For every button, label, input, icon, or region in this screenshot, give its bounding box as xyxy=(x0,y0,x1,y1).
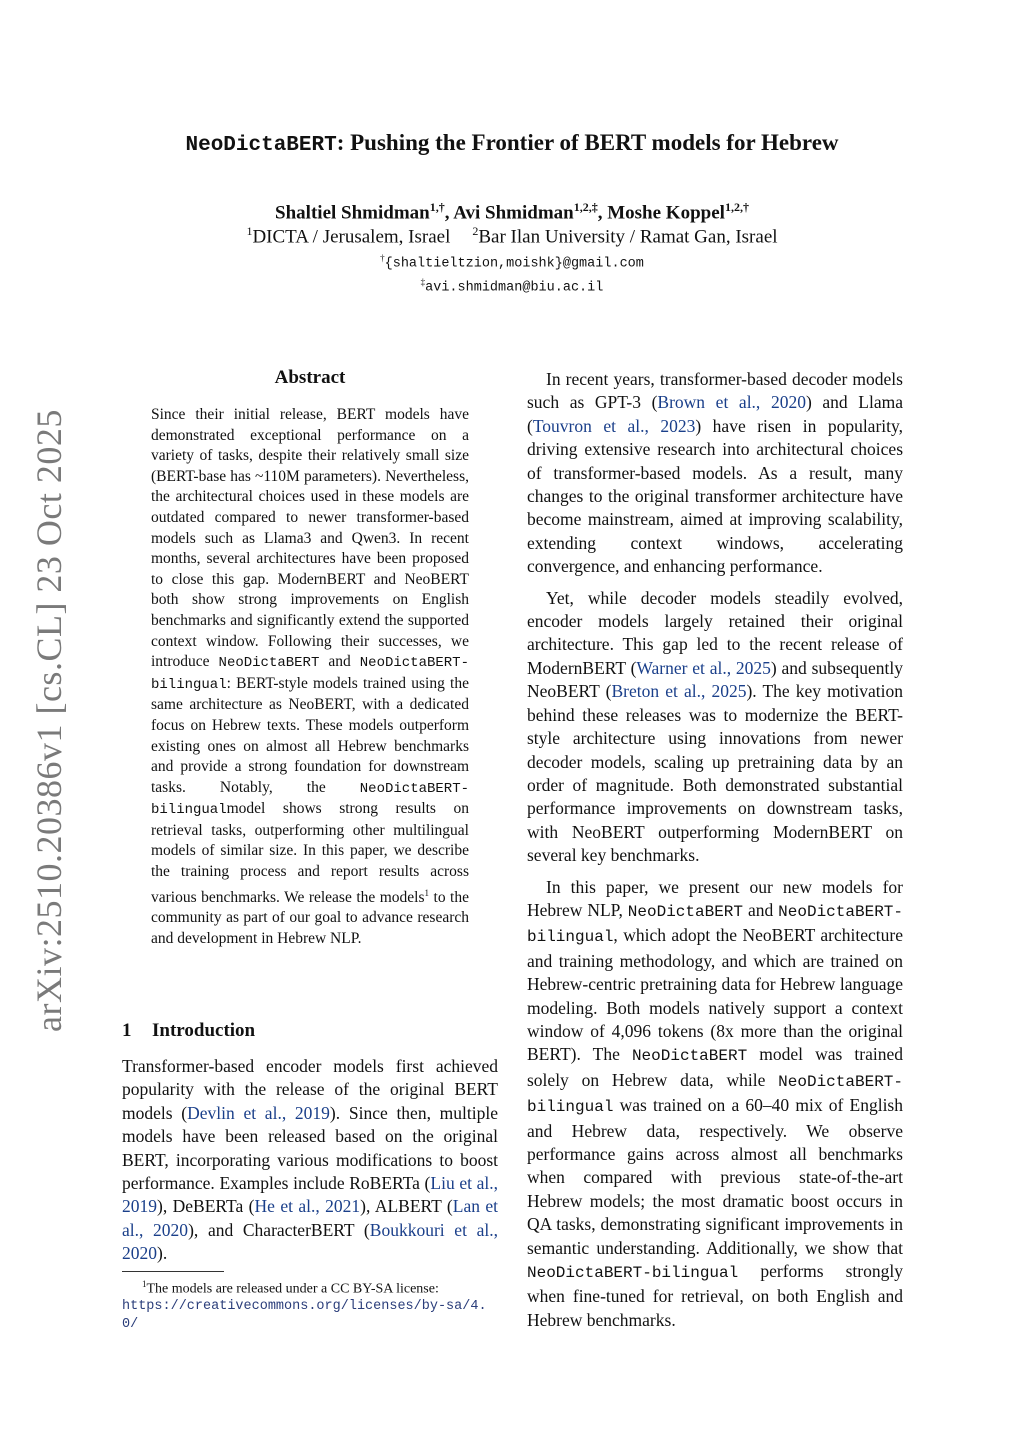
section-heading-introduction xyxy=(122,1020,255,1042)
right-column-text xyxy=(527,368,903,1340)
model-name: NeoDictaBERT-bilingual xyxy=(151,780,469,819)
author-marks: 1,2,† xyxy=(724,200,749,214)
affiliation-number: 1 xyxy=(246,224,253,238)
model-name: NeoDictaBERT-bilingual xyxy=(527,902,903,947)
footnote-mark: 1 xyxy=(142,1279,147,1289)
introduction-paragraph: Transformer-based encoder models first achieved popularity with the release of the original BERT models (Devlin et al., 2019). Since then, multiple models have been released based on the original BERT, incorporating various modifications to boost performance. Examples include RoBERTa (Liu et al., 2019), DeBERTa (He et al., 2021), ALBERT (Lan et al., 2020), and CharacterBERT (Boukkouri et al., 2020). xyxy=(122,1056,499,1264)
author-list: Shaltiel Shmidman$^{1,\dagger}$, Avi Shmidman$^{1,2,\ddagger}$, Moshe Koppel$^{1,2,\dagger}$ xyxy=(275,200,749,224)
author-marks: 1,2,‡ xyxy=(573,200,598,214)
section-title: Introduction xyxy=(152,1020,256,1041)
citation-link[interactable]: Devlin et al., 2019 xyxy=(187,1102,330,1123)
author-marks: 1,† xyxy=(429,200,445,214)
author-name: Moshe Koppel xyxy=(607,202,725,224)
model-name: NeoDictaBERT-bilingual xyxy=(527,1072,903,1117)
citation-link[interactable]: Boukkouri et al., 2020 xyxy=(122,1219,498,1264)
footnote-ref[interactable]: 1 xyxy=(424,887,430,898)
abstract-body: Since their initial release, BERT models have demonstrated exceptional performance on a variety of tasks, despite their relatively small size (BERT-base has ~110M parameters). Nevertheless, the architectural choices used in these models are outdated compared to newer transformer-based models such as Llama3 and Qwen3. In recent months, several architectures have been proposed to close this gap. ModernBERT and NeoBERT both show strong improvements on English benchmarks and significantly extend the supported context window. Following their successes, we introduce NeoDictaBERT and NeoDictaBERT-bilingual: BERT-style models trained using the same architecture as NeoBERT, with a dedicated focus on Hebrew texts. These models outperform existing ones on almost all Hebrew benchmarks and provide a strong foundation for downstream tasks. Notably, the NeoDictaBERT-bilingualmodel shows strong results on retrieval tasks, outperforming other multilingual models of similar size. In this paper, we describe the training process and report results across various benchmarks. We release the models$^1$ to the community as part of our goal to advance research and development in Hebrew NLP. xyxy=(151,406,469,947)
footnote xyxy=(122,1276,498,1333)
title-text: : Pushing the Frontier of BERT models for Hebrew xyxy=(336,130,839,155)
footnote-divider xyxy=(122,1271,224,1272)
body-paragraph: In recent years, transformer-based decoder models such as GPT-3 (Brown et al., 2020) and Llama (Touvron et al., 2023) have risen in popularity, driving extensive research into architectural choices of transformer-based models. As a result, many changes to the original transformer architecture have become mainstream, aimed at improving scalability, extending context windows, accelerating convergence, and enhancing performance. xyxy=(527,369,904,577)
citation-link[interactable]: He et al., 2021 xyxy=(254,1196,361,1217)
section-number: 1 xyxy=(122,1020,132,1041)
citation-link[interactable]: Touvron et al., 2023 xyxy=(532,415,696,436)
email-mark: † xyxy=(380,253,385,263)
citation-link[interactable]: Lan et al., 2020 xyxy=(122,1196,499,1240)
affiliation-list xyxy=(0,224,1024,248)
model-name: NeoDictaBERT-bilingual xyxy=(151,655,469,693)
model-name: NeoDictaBERT xyxy=(627,902,743,921)
model-name: NeoDictaBERT xyxy=(631,1047,748,1066)
paper-title xyxy=(0,130,1024,157)
affiliation: DICTA / Jerusalem, Israel xyxy=(252,226,451,248)
body-paragraph: Yet, while decoder models steadily evolved, encoder models largely retained their original architecture. This gap led to the recent release of ModernBERT (Warner et al., 2025) and subsequently NeoBERT (Breton et al., 2025). The key motivation behind these releases was to modernize the BERT-style architecture using innovations from newer decoder models, scaling up pretraining data by an order of magnitude. Both demonstrated substantial performance improvements on downstream tasks, with NeoBERT outperforming ModernBERT on several key benchmarks. xyxy=(527,587,904,866)
email-address[interactable]: avi.shmidman@biu.ac.il xyxy=(425,280,604,296)
author-name: Shaltiel Shmidman xyxy=(275,202,430,224)
model-name: NeoDictaBERT-bilingual xyxy=(527,1264,739,1283)
affiliation: Bar Ilan University / Ramat Gan, Israel xyxy=(478,226,778,248)
email-line xyxy=(0,277,1024,296)
author-name: Avi Shmidman xyxy=(453,202,574,224)
license-url-link[interactable]: https://creativecommons.org/licenses/by-sa/4.0/ xyxy=(122,1299,487,1332)
arxiv-identifier-stamp: arXiv:2510.20386v1 [cs.CL] 23 Oct 2025 xyxy=(29,409,69,1032)
email-address[interactable]: {shaltieltzion,moishk}@gmail.com xyxy=(384,256,644,272)
citation-link[interactable]: Brown et al., 2020 xyxy=(657,392,806,413)
email-mark: ‡ xyxy=(420,277,426,287)
abstract-heading: Abstract xyxy=(274,367,346,388)
model-name: NeoDictaBERT xyxy=(218,655,320,672)
footnote-text: The models are released under a CC BY-SA license: xyxy=(146,1281,439,1297)
title-model-name: NeoDictaBERT xyxy=(185,134,337,157)
citation-link[interactable]: Breton et al., 2025 xyxy=(611,681,747,702)
citation-link[interactable]: Warner et al., 2025 xyxy=(636,657,771,678)
email-line xyxy=(0,253,1024,272)
body-paragraph: In this paper, we present our new models for Hebrew NLP, NeoDictaBERT and NeoDictaBERT-bilingual, which adopt the NeoBERT architecture and training methodology, and which are trained on Hebrew-centric pretraining data for Hebrew language modeling. Both models natively support a context window of 4,096 tokens (8x more than the original BERT). The NeoDictaBERT model was trained solely on Hebrew data, while NeoDictaBERT-bilingual was trained on a 60–40 mix of English and Hebrew data, respectively. We observe performance gains across almost all benchmarks when compared with previous state-of-the-art Hebrew models; the most dramatic boost occurs in QA tasks, demonstrating significant improvements in semantic understanding. Additionally, we show that NeoDictaBERT-bilingual performs strongly when fine-tuned for retrieval, on both English and Hebrew benchmarks. xyxy=(527,876,903,1330)
citation-link[interactable]: Liu et al., 2019 xyxy=(122,1173,499,1217)
affiliation-number: 2 xyxy=(472,224,479,238)
